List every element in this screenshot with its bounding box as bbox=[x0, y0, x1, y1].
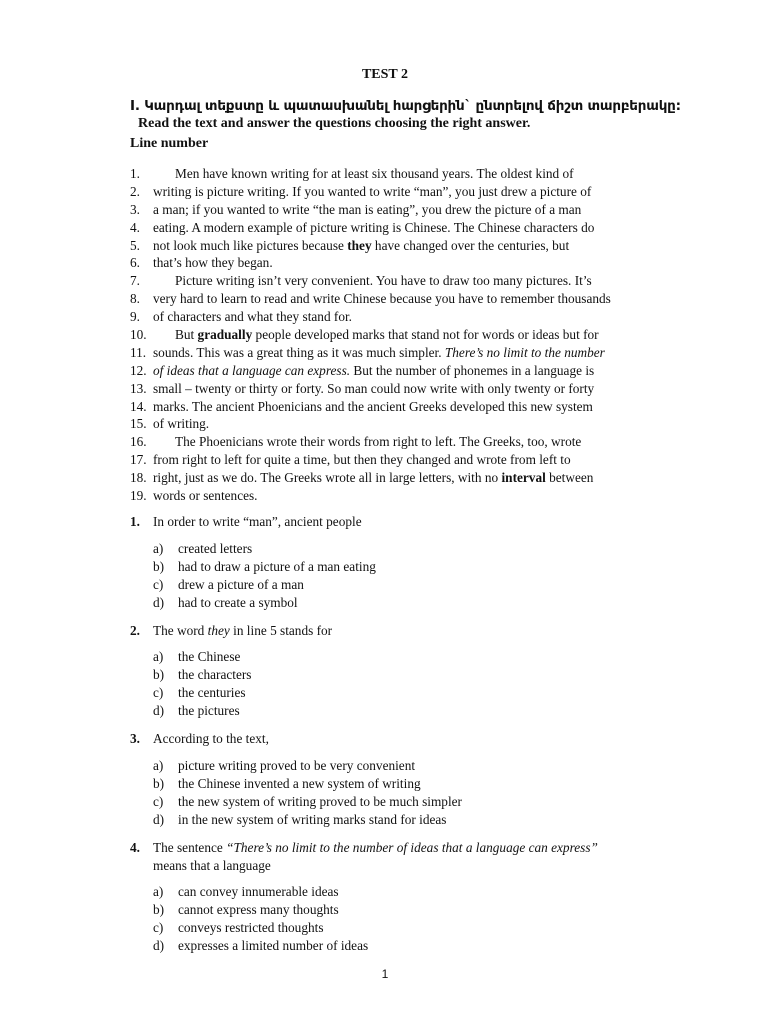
answer-option bbox=[153, 937, 670, 955]
option-letter: c) bbox=[153, 685, 164, 701]
line-text bbox=[153, 344, 605, 362]
option-text: the Chinese invented a new system of writing bbox=[178, 775, 421, 791]
option-text: the pictures bbox=[178, 703, 240, 719]
text-segment: marks. The ancient Phoenicians and the ancient Greeks developed this new system bbox=[153, 398, 593, 414]
text-segment: that’s how they began. bbox=[153, 255, 273, 271]
question-4 bbox=[130, 839, 670, 955]
line-number: 19. bbox=[130, 488, 147, 504]
option-letter: a) bbox=[153, 884, 164, 900]
text-segment: not look much like pictures because bbox=[153, 237, 348, 253]
text-segment: The sentence bbox=[153, 839, 227, 855]
instruction-english: Read the text and answer the questions choosing the right answer. bbox=[138, 116, 531, 131]
bold-word: they bbox=[347, 237, 372, 253]
answer-option bbox=[153, 684, 670, 702]
option-text: in the new system of writing marks stand for ideas bbox=[178, 811, 447, 827]
line-text bbox=[153, 272, 592, 290]
line-number: 3. bbox=[130, 201, 140, 217]
option-letter: b) bbox=[153, 902, 165, 918]
bold-word: interval bbox=[501, 470, 546, 486]
question-stem bbox=[130, 622, 670, 640]
line-text bbox=[153, 219, 594, 237]
answer-option bbox=[153, 919, 670, 937]
text-segment: But bbox=[175, 327, 198, 343]
line-text bbox=[153, 290, 611, 308]
question-number: 1. bbox=[130, 514, 140, 529]
option-text: created letters bbox=[178, 540, 253, 556]
option-text: expresses a limited number of ideas bbox=[178, 938, 369, 954]
answer-option bbox=[153, 666, 670, 684]
answer-options bbox=[130, 757, 670, 829]
line-text bbox=[153, 237, 569, 255]
passage-line bbox=[130, 362, 650, 380]
question-stem bbox=[130, 839, 670, 875]
option-letter: b) bbox=[153, 667, 165, 683]
option-letter: c) bbox=[153, 920, 164, 936]
text-segment: writing is picture writing. If you wanted to write “man”, you just drew a picture of bbox=[153, 183, 592, 199]
italic-text: they bbox=[207, 622, 230, 638]
passage-line bbox=[130, 398, 650, 416]
text-segment: The word bbox=[153, 622, 208, 638]
line-text bbox=[153, 165, 574, 183]
line-text bbox=[153, 487, 258, 505]
line-number: 14. bbox=[130, 398, 147, 414]
answer-options bbox=[130, 540, 670, 612]
answer-options bbox=[130, 648, 670, 720]
question-number: 4. bbox=[130, 839, 140, 855]
text-segment: Men have known writing for at least six thousand years. The oldest kind of bbox=[175, 166, 574, 181]
text-segment: words or sentences. bbox=[153, 488, 258, 504]
passage-line bbox=[130, 380, 650, 398]
text-segment: of writing. bbox=[153, 416, 210, 432]
passage-line bbox=[130, 326, 650, 344]
option-letter: a) bbox=[153, 649, 164, 665]
answer-option bbox=[153, 757, 670, 775]
passage-line bbox=[130, 165, 650, 183]
text-segment: In order to write “man”, ancient people bbox=[153, 514, 362, 529]
answer-option bbox=[153, 594, 670, 612]
text-segment: from right to left for quite a time, but then they changed and wrote from left to bbox=[153, 452, 571, 468]
text-segment: means that a language bbox=[153, 857, 271, 873]
text-segment: a man; if you wanted to write “the man is eating”, you drew the picture of a man bbox=[153, 201, 582, 217]
answer-option bbox=[153, 811, 670, 829]
option-text: conveys restricted thoughts bbox=[178, 920, 324, 936]
option-text: drew a picture of a man bbox=[178, 576, 304, 592]
reading-passage bbox=[130, 165, 650, 505]
text-segment: in line 5 stands for bbox=[229, 622, 333, 638]
line-number: 10. bbox=[130, 327, 147, 343]
text-segment: The Phoenicians wrote their words from right to left. The Greeks, too, wrote bbox=[175, 434, 582, 450]
passage-line bbox=[130, 183, 650, 201]
line-text bbox=[153, 326, 599, 344]
line-number: 6. bbox=[130, 255, 140, 271]
option-letter: b) bbox=[153, 775, 165, 791]
option-text: the new system of writing proved to be much simpler bbox=[178, 793, 462, 809]
line-text bbox=[153, 308, 352, 326]
option-letter: d) bbox=[153, 938, 165, 954]
option-text: the characters bbox=[178, 667, 252, 683]
answer-option bbox=[153, 648, 670, 666]
passage-line bbox=[130, 254, 650, 272]
question-1 bbox=[130, 513, 670, 612]
text-segment: But the number of phonemes in a language is bbox=[350, 362, 595, 378]
line-text bbox=[153, 362, 594, 380]
option-text: cannot express many thoughts bbox=[178, 902, 339, 918]
option-text: the Chinese bbox=[178, 649, 241, 665]
text-segment: sounds. This was a great thing as it was much simpler. bbox=[153, 344, 445, 360]
question-2 bbox=[130, 622, 670, 721]
line-number: 18. bbox=[130, 470, 147, 486]
italic-text: There’s no limit to the number bbox=[444, 344, 605, 360]
instruction-armenian: I. Կարդալ տեքստը և պատասխանել հարցերին` ընտրելով ճիշտ տարբերակը: bbox=[130, 98, 681, 114]
passage-line bbox=[130, 487, 650, 505]
line-number: 12. bbox=[130, 362, 147, 378]
line-number: 4. bbox=[130, 219, 140, 235]
option-letter: d) bbox=[153, 594, 165, 610]
line-text bbox=[153, 451, 571, 469]
option-letter: a) bbox=[153, 540, 164, 556]
option-text: had to create a symbol bbox=[178, 594, 298, 610]
option-letter: d) bbox=[153, 703, 165, 719]
question-stem bbox=[130, 513, 670, 531]
text-segment: right, just as we do. The Greeks wrote all in large letters, with no bbox=[153, 470, 502, 486]
line-number: 1. bbox=[130, 166, 140, 181]
option-text: picture writing proved to be very convenient bbox=[178, 757, 416, 773]
answer-option bbox=[153, 558, 670, 576]
text-segment: According to the text, bbox=[153, 731, 269, 747]
answer-option bbox=[153, 793, 670, 811]
line-number: 2. bbox=[130, 183, 140, 199]
answer-option bbox=[153, 775, 670, 793]
passage-line bbox=[130, 272, 650, 290]
line-number: 7. bbox=[130, 273, 140, 289]
question-3 bbox=[130, 730, 670, 829]
page-title: TEST 2 bbox=[361, 67, 409, 82]
line-number: 16. bbox=[130, 434, 147, 450]
answer-options bbox=[130, 883, 670, 955]
line-text bbox=[153, 433, 581, 451]
text-segment: have changed over the centuries, but bbox=[371, 237, 570, 253]
text-segment: between bbox=[545, 470, 594, 486]
text-segment: small – twenty or thirty or forty. So man could now write with only twenty or forty bbox=[153, 380, 595, 396]
option-letter: b) bbox=[153, 558, 165, 574]
answer-option bbox=[153, 702, 670, 720]
line-number: 9. bbox=[130, 309, 140, 325]
line-text bbox=[153, 254, 273, 272]
line-text bbox=[153, 415, 209, 433]
text-segment: Picture writing isn’t very convenient. You have to draw too many pictures. It’s bbox=[175, 273, 592, 289]
option-text: the centuries bbox=[178, 685, 246, 701]
passage-line bbox=[130, 219, 650, 237]
passage-line bbox=[130, 451, 650, 469]
page-number: 1 bbox=[381, 967, 389, 981]
passage-line bbox=[130, 415, 650, 433]
option-letter: c) bbox=[153, 576, 164, 592]
questions-list bbox=[130, 513, 670, 965]
option-letter: d) bbox=[153, 811, 165, 827]
option-text: had to draw a picture of a man eating bbox=[178, 558, 376, 574]
line-number: 5. bbox=[130, 237, 140, 253]
passage-line bbox=[130, 201, 650, 219]
text-segment: people developed marks that stand not for words or ideas but for bbox=[252, 327, 599, 343]
passage-line bbox=[130, 433, 650, 451]
answer-option bbox=[153, 540, 670, 558]
question-number: 2. bbox=[130, 622, 140, 638]
italic-text: “There’s no limit to the number of ideas that a language can express” bbox=[226, 839, 598, 855]
answer-option bbox=[153, 901, 670, 919]
answer-option bbox=[153, 576, 670, 594]
line-number: 15. bbox=[130, 416, 147, 432]
option-letter: c) bbox=[153, 793, 164, 809]
line-text bbox=[153, 201, 581, 219]
line-number: 8. bbox=[130, 291, 140, 307]
passage-line bbox=[130, 308, 650, 326]
text-segment: very hard to learn to read and write Chinese because you have to remember thousands bbox=[153, 291, 611, 307]
line-number: 11. bbox=[130, 344, 147, 360]
line-text bbox=[153, 398, 593, 416]
passage-line bbox=[130, 469, 650, 487]
passage-line bbox=[130, 290, 650, 308]
answer-option bbox=[153, 883, 670, 901]
question-stem bbox=[130, 730, 670, 748]
option-text: can convey innumerable ideas bbox=[178, 884, 339, 900]
passage-line bbox=[130, 237, 650, 255]
italic-text: of ideas that a language can express. bbox=[153, 362, 351, 378]
bold-word: gradually bbox=[197, 327, 253, 343]
passage-line bbox=[130, 344, 650, 362]
text-segment: eating. A modern example of picture writing is Chinese. The Chinese characters do bbox=[153, 219, 595, 235]
question-number: 3. bbox=[130, 731, 140, 747]
line-number: 17. bbox=[130, 452, 147, 468]
option-letter: a) bbox=[153, 757, 164, 773]
line-text bbox=[153, 380, 594, 398]
line-text bbox=[153, 469, 593, 487]
text-segment: of characters and what they stand for. bbox=[153, 309, 353, 325]
line-number: 13. bbox=[130, 380, 147, 396]
line-number-label: Line number bbox=[130, 136, 209, 151]
line-text bbox=[153, 183, 591, 201]
